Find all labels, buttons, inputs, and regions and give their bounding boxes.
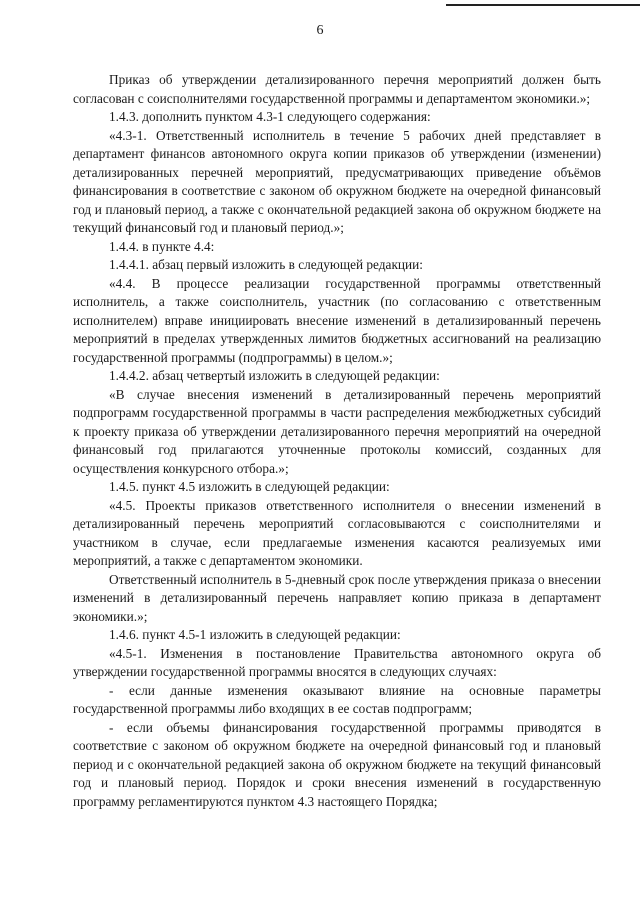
paragraph: Приказ об утверждении детализированного перечня мероприятий должен быть согласован с соисполнителями государственной программы и департаментом экономики.»; bbox=[73, 72, 601, 106]
paragraph: «В случае внесения изменений в детализированный перечень мероприятий подпрограмм государственной программы в части распределения межбюджетных субсидий к проекту приказа об утверждении детализированного перечня мероприятий на очередной финансовый год прилагаются уточненные протоколы комиссий, созданных для осуществления конкурсного отбора.»; bbox=[73, 386, 601, 476]
paragraph: 1.4.6. пункт 4.5-1 изложить в следующей редакции: bbox=[109, 627, 401, 642]
paragraph: «4.5. Проекты приказов ответственного исполнителя о внесении изменений в детализированный перечень мероприятий согласовываются с соисполнителями и участником в случае, если предлагаемые изменения касаются реализуемых ими мероприятий, а также с департаментом экономики. bbox=[73, 497, 601, 568]
paragraph: 1.4.4. в пункте 4.4: bbox=[109, 238, 215, 254]
paragraph: 1.4.5. пункт 4.5 изложить в следующей редакции: bbox=[109, 479, 390, 494]
top-rule bbox=[446, 4, 640, 6]
paragraph: - если данные изменения оказывают влияние на основные параметры государственной программы либо входящих в ее состав подпрограмм; bbox=[73, 682, 601, 716]
page-number: 6 bbox=[316, 23, 324, 38]
paragraph: - если объемы финансирования государственной программы приводятся в соответствие с законом об окружном бюджете на очередной финансовый год и плановый период и с окончательной редакцией закона об окружном бюджете на текущий финансовый год и плановый период. Порядок и сроки внесения изменений в государственную программу регламентируются пунктом 4.3 настоящего Порядка; bbox=[73, 719, 601, 809]
paragraph: Ответственный исполнитель в 5-дневный срок после утверждения приказа о внесении изменений в детализированный перечень направляет копию приказа в департамент экономики.»; bbox=[73, 571, 601, 624]
paragraph: 1.4.4.1. абзац первый изложить в следующей редакции: bbox=[109, 257, 423, 272]
document-body bbox=[73, 71, 601, 811]
paragraph: «4.4. В процессе реализации государственной программы ответственный исполнитель, а также соисполнитель, участник (по согласованию с ответственным исполнителем) вправе инициировать внесение изменений в детализированный перечень мероприятий в пределах утвержденных лимитов бюджетных ассигнований на реализацию государственной программы (подпрограммы) в целом.»; bbox=[73, 275, 601, 365]
paragraph: 1.4.4.2. абзац четвертый изложить в следующей редакции: bbox=[109, 368, 440, 383]
paragraph: 1.4.3. дополнить пунктом 4.3-1 следующего содержания: bbox=[109, 109, 431, 124]
paragraph: «4.3-1. Ответственный исполнитель в течение 5 рабочих дней представляет в департамент финансов автономного округа копии приказов об утверждении (изменении) детализированных перечней мероприятий, предусматривающих приведение объёмов финансирования в соответствие с законом об окружном бюджете на очередной финансовый год и плановый период, а также с окончательной редакцией закона об окружном бюджете на текущий финансовый год и плановый период.»; bbox=[73, 127, 601, 235]
paragraph: «4.5-1. Изменения в постановление Правительства автономного округа об утверждении государственной программы вносятся в следующих случаях: bbox=[73, 645, 601, 679]
